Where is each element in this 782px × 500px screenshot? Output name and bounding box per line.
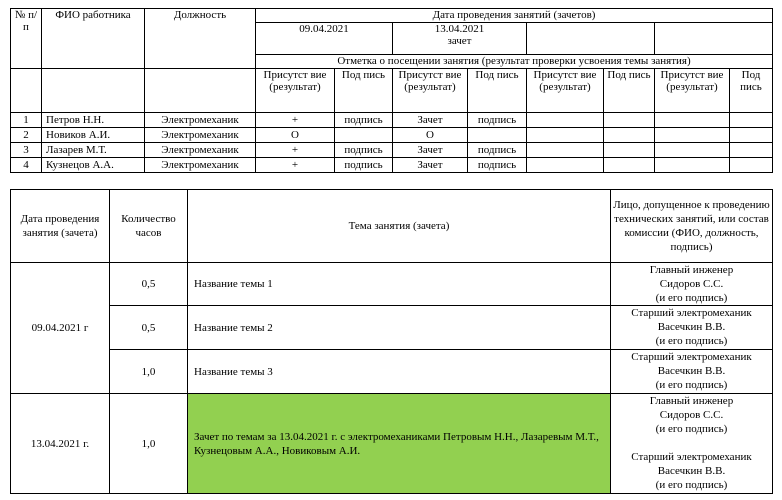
employee-position: Электромеханик [145, 158, 256, 173]
employee-name: Новиков А.И. [42, 128, 145, 143]
date3-header [527, 23, 655, 55]
sub-signature-2: Под пись [468, 69, 527, 113]
date2-note: зачет [447, 35, 472, 47]
col-dates-header: Дата проведения занятий (зачетов) [256, 9, 773, 23]
hours-value: 0,5 [110, 306, 188, 350]
hours-value: 0,5 [110, 263, 188, 306]
table-row: 4 Кузнецов А.А. Электромеханик + подпись Зачет подпись [11, 158, 773, 173]
col-date-header: Дата проведения занятия (зачета) [11, 190, 110, 263]
employee-name: Петров Н.Н. [42, 113, 145, 128]
table-row [11, 394, 773, 494]
employee-name: Лазарев М.Т. [42, 143, 145, 158]
table-row [11, 306, 773, 350]
employee-position: Электромеханик [145, 113, 256, 128]
hours-value: 1,0 [110, 394, 188, 494]
session-date: 09.04.2021 г [11, 263, 110, 394]
table-row: 2 Новиков А.И. Электромеханик О О [11, 128, 773, 143]
sub-presence-2: Присутст вие (результат) [393, 69, 468, 113]
responsible-person: Старший электромеханик Васечкин В.В. (и его подпись) [611, 350, 773, 394]
session-date: 13.04.2021 г. [11, 394, 110, 494]
topic-title: Название темы 2 [188, 306, 611, 350]
date1-header: 09.04.2021 [256, 23, 393, 55]
col-no-header: № п/п [11, 9, 42, 69]
col-hours-header: Количество часов [110, 190, 188, 263]
table-row [11, 263, 773, 306]
exam-topic-highlighted: Зачет по темам за 13.04.2021 г. с электромеханиками Петровым Н.Н., Лазаревым М.Т., Кузнецовым А.А., Новиковым А.И. [188, 394, 611, 494]
sub-signature-1: Под пись [335, 69, 393, 113]
employee-name: Кузнецов А.А. [42, 158, 145, 173]
sub-presence-4: Присутст вие (результат) [655, 69, 730, 113]
date4-header [655, 23, 773, 55]
sub-signature-3: Под пись [604, 69, 655, 113]
sub-presence-1: Присутст вие (результат) [256, 69, 335, 113]
hours-value: 1,0 [110, 350, 188, 394]
table-row [11, 350, 773, 394]
responsible-person: Главный инженер Сидоров С.С. (и его подпись) [611, 263, 773, 306]
employee-position: Электромеханик [145, 128, 256, 143]
exam-commission: Главный инженер Сидоров С.С. (и его подпись) Старший электромеханик Васечкин В.В. (и его подпись) [611, 394, 773, 494]
responsible-person: Старший электромеханик Васечкин В.В. (и его подпись) [611, 306, 773, 350]
table-row: 3 Лазарев М.Т. Электромеханик + подпись Зачет подпись [11, 143, 773, 158]
col-name-header: ФИО работника [42, 9, 145, 69]
topics-table [10, 189, 773, 494]
date2-header [393, 23, 527, 55]
topic-title: Название темы 1 [188, 263, 611, 306]
col-topic-header: Тема занятия (зачета) [188, 190, 611, 263]
table-row: 1 Петров Н.Н. Электромеханик + подпись Зачет подпись [11, 113, 773, 128]
col-position-header: Должность [145, 9, 256, 69]
topic-title: Название темы 3 [188, 350, 611, 394]
attendance-table [10, 8, 773, 173]
sub-signature-4: Под пись [730, 69, 773, 113]
employee-position: Электромеханик [145, 143, 256, 158]
sub-presence-3: Присутст вие (результат) [527, 69, 604, 113]
col-person-header: Лицо, допущенное к проведению технических занятий, или состав комиссии (ФИО, должность, подпись) [611, 190, 773, 263]
mark-header: Отметка о посещении занятия (результат проверки усвоения темы занятия) [256, 55, 773, 69]
date2-value: 13.04.2021 [434, 23, 485, 35]
